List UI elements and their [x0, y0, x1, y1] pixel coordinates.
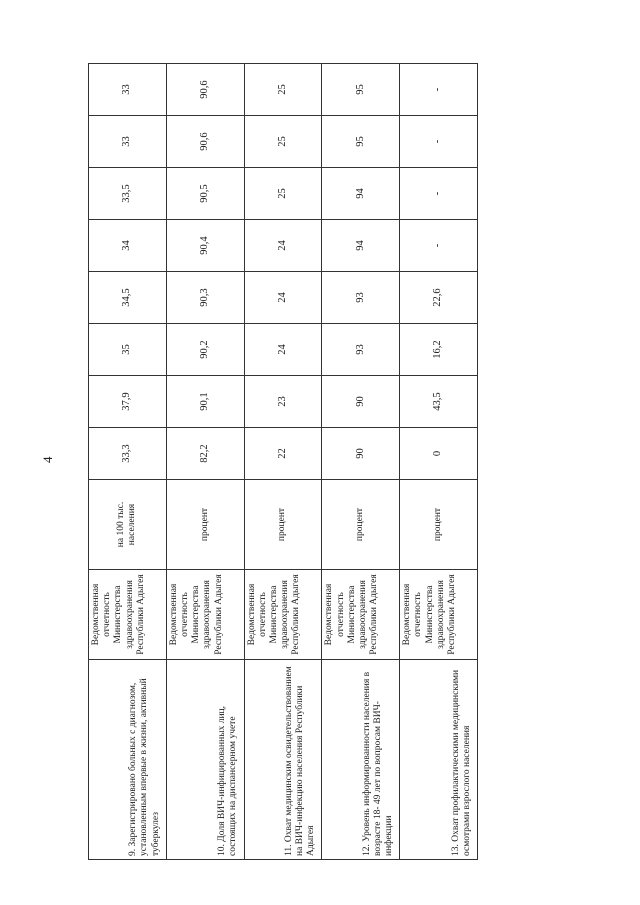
indicator-name: 10. Доля ВИЧ-инфицированных лиц, состоящих на диспансерном учете	[166, 660, 244, 860]
indicators-table-wrapper	[88, 65, 478, 860]
indicator-value: 90,2	[166, 324, 244, 376]
indicator-value: 33	[89, 64, 167, 116]
indicator-value: 34	[89, 220, 167, 272]
unit-of-measure: процент	[400, 480, 478, 570]
indicator-value: -	[400, 220, 478, 272]
indicator-value: 24	[244, 220, 322, 272]
indicator-value: 35	[89, 324, 167, 376]
indicator-value: 90,5	[166, 168, 244, 220]
indicator-value: 33,5	[89, 168, 167, 220]
indicator-value: 95	[322, 116, 400, 168]
indicator-value: 25	[244, 116, 322, 168]
indicator-value: 90	[322, 428, 400, 480]
unit-of-measure: процент	[166, 480, 244, 570]
table-row	[166, 64, 244, 860]
table-row	[244, 64, 322, 860]
table-row	[400, 64, 478, 860]
indicator-value: -	[400, 168, 478, 220]
indicator-value: 90	[322, 376, 400, 428]
indicator-name: 9. Зарегистрировано больных с диагнозом, установленным впервые в жизни, активный туберкулез	[89, 660, 167, 860]
data-source: Ведомственная отчетность Министерства здравоохранения Республики Адыгея	[400, 570, 478, 660]
indicator-value: -	[400, 64, 478, 116]
indicators-table	[88, 63, 478, 860]
indicator-value: 93	[322, 272, 400, 324]
indicator-value: 16,2	[400, 324, 478, 376]
page-number: 4	[40, 456, 55, 463]
indicator-value: 22,6	[400, 272, 478, 324]
indicator-name: 11. Охват медицинским освидетельствованием на ВИЧ-инфекцию населения Республики Адыгея	[244, 660, 322, 860]
indicator-value: 24	[244, 272, 322, 324]
indicator-value: 90,6	[166, 116, 244, 168]
unit-of-measure: процент	[322, 480, 400, 570]
indicator-value: 90,3	[166, 272, 244, 324]
indicator-value: 25	[244, 64, 322, 116]
unit-of-measure: на 100 тыс. населения	[89, 480, 167, 570]
indicator-value: 37,9	[89, 376, 167, 428]
indicator-value: 90,1	[166, 376, 244, 428]
indicator-value: -	[400, 116, 478, 168]
indicator-value: 34,5	[89, 272, 167, 324]
indicator-value: 93	[322, 324, 400, 376]
indicator-value: 94	[322, 220, 400, 272]
indicator-value: 95	[322, 64, 400, 116]
data-source: Ведомственная отчетность Министерства здравоохранения Республики Адыгея	[166, 570, 244, 660]
indicator-value: 90,4	[166, 220, 244, 272]
indicator-value: 0	[400, 428, 478, 480]
indicator-name: 13. Охват профилактическими медицинскими осмотрами взрослого населения	[400, 660, 478, 860]
indicator-value: 43,5	[400, 376, 478, 428]
data-source: Ведомственная отчетность Министерства здравоохранения Республики Адыгея	[244, 570, 322, 660]
indicator-value: 33	[89, 116, 167, 168]
table-row	[322, 64, 400, 860]
indicator-value: 90,6	[166, 64, 244, 116]
indicator-value: 24	[244, 324, 322, 376]
data-source: Ведомственная отчетность Министерства здравоохранения Республики Адыгея	[322, 570, 400, 660]
data-source: Ведомственная отчетность Министерства здравоохранения Республики Адыгея	[89, 570, 167, 660]
unit-of-measure: процент	[244, 480, 322, 570]
indicator-value: 94	[322, 168, 400, 220]
indicator-value: 22	[244, 428, 322, 480]
indicator-value: 23	[244, 376, 322, 428]
indicator-name: 12. Уровень информированности населения в возрасте 18- 49 лет по вопросам ВИЧ-инфекции	[322, 660, 400, 860]
table-row	[89, 64, 167, 860]
indicator-value: 25	[244, 168, 322, 220]
indicator-value: 33,3	[89, 428, 167, 480]
indicator-value: 82,2	[166, 428, 244, 480]
